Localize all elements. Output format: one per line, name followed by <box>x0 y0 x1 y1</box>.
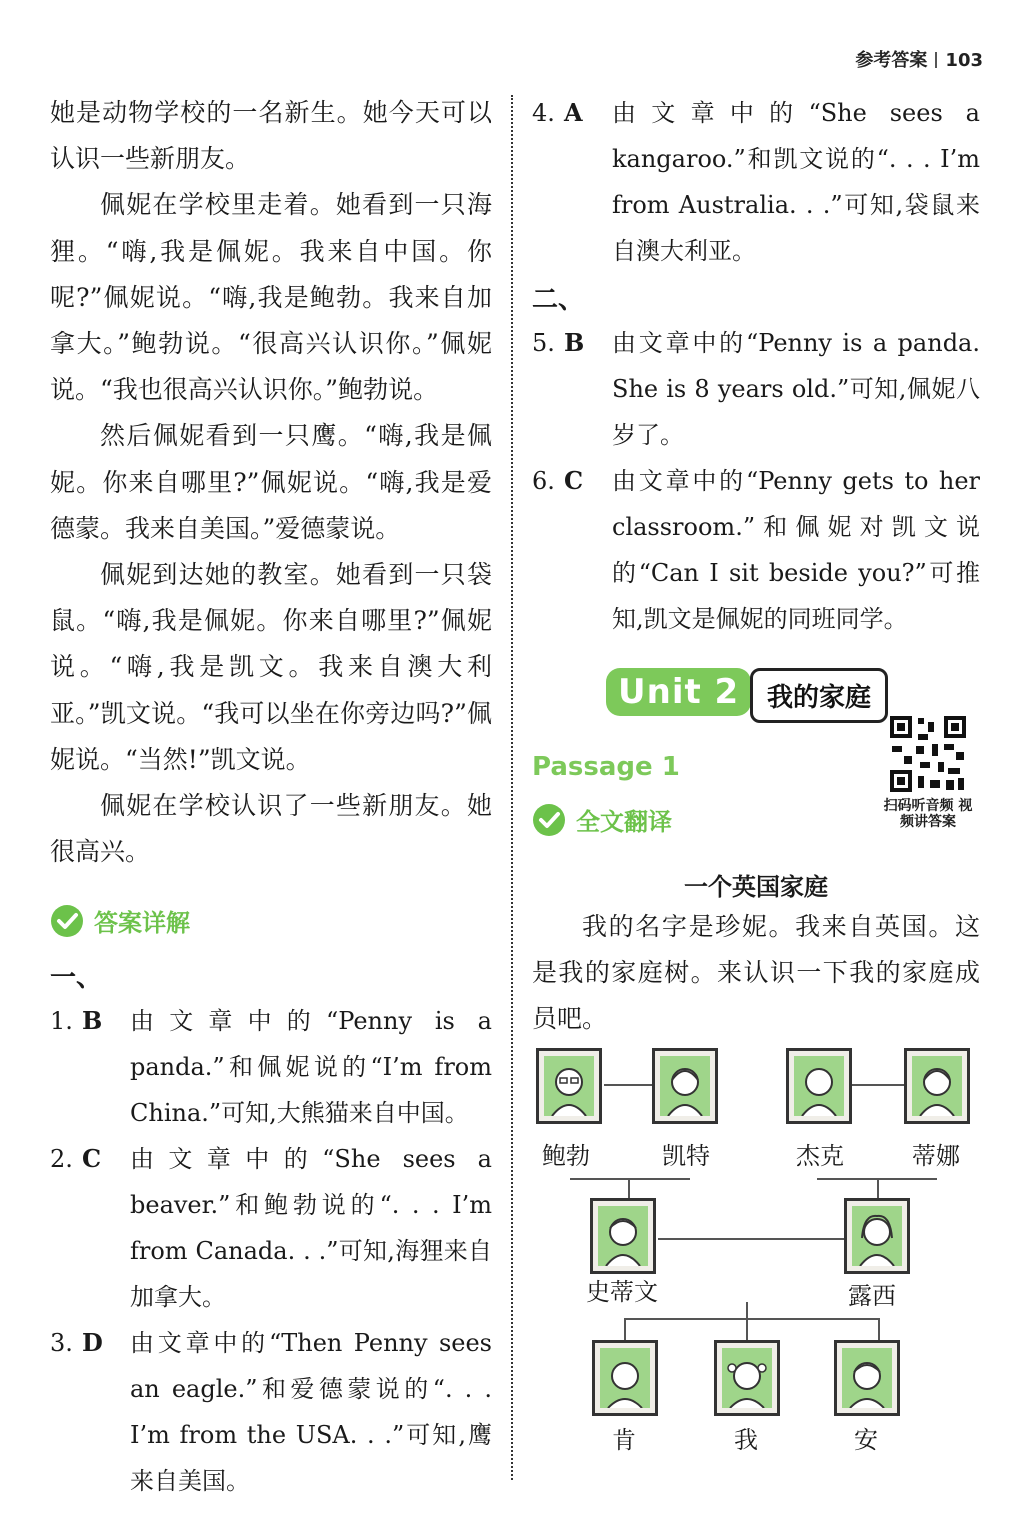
answer-item <box>50 1320 492 1504</box>
passage-title: Passage 1 <box>532 752 680 782</box>
member-me: 我 <box>734 1426 758 1454</box>
translation-section-label: 全文翻译 <box>576 808 672 836</box>
portrait-frame <box>652 1048 718 1124</box>
tree-connector <box>852 1084 906 1086</box>
answer-explanation: 由文章中的“Penny gets to her classroom.”和佩妮对凯文说的“Can I sit beside you?”可推知,凯文是佩妮的同班同学。 <box>612 467 980 633</box>
right-column <box>532 90 980 1043</box>
translation-paragraph: 佩妮到达她的教室。她看到一只袋鼠。“嗨,我是佩妮。你来自哪里?”佩妮说。“嗨,我是凯文。我来自澳大利亚。”凯文说。“我可以坐在你旁边吗?”佩妮说。“当然!”凯文说。 <box>50 560 492 774</box>
part-one-heading: 一、 <box>50 963 103 994</box>
tree-connector <box>746 1302 748 1340</box>
unit-badge: Unit 2 <box>606 668 751 716</box>
member-lucy: 露西 <box>848 1282 896 1310</box>
header-section: 参考答案 <box>855 50 928 71</box>
member-steven: 史蒂文 <box>586 1278 658 1306</box>
answer-letter: B <box>564 328 585 357</box>
answer-number: 1. <box>50 1007 73 1036</box>
mother-lucy-icon <box>852 1206 902 1266</box>
answer-item <box>532 320 980 458</box>
answer-explanation: 由文章中的“Penny is a panda. She is 8 years old.”可知,佩妮八岁了。 <box>612 329 980 449</box>
grandpa-jack-icon <box>794 1056 844 1116</box>
left-column <box>50 90 492 1504</box>
child-ken-icon <box>600 1348 650 1408</box>
member-jack: 杰克 <box>796 1142 844 1170</box>
qr-code-block[interactable] <box>878 714 978 830</box>
qr-caption: 扫码听音频 视频讲答案 <box>883 798 973 830</box>
portrait-frame <box>844 1198 910 1274</box>
answer-letter: D <box>82 1328 103 1358</box>
translation-paragraph: 她是动物学校的一名新生。她今天可以认识一些新朋友。 <box>50 98 492 174</box>
member-ann: 安 <box>854 1426 878 1454</box>
answer-number: 6. <box>532 467 555 495</box>
answer-item <box>532 90 980 274</box>
member-ken: 肯 <box>612 1426 636 1454</box>
member-bob: 鲍勃 <box>542 1142 590 1170</box>
answer-explanation: 由文章中的“She sees a kangaroo.”和凯文说的“. . . I’m from Australia. . .”可知,袋鼠来自澳大利亚。 <box>612 99 980 265</box>
tree-connector <box>628 1178 630 1198</box>
answer-letter: C <box>564 466 584 495</box>
answer-item <box>532 458 980 642</box>
story-title: 一个英国家庭 <box>684 872 828 901</box>
answer-letter: B <box>82 1006 103 1036</box>
answer-explanation: 由文章中的“Penny is a panda.”和佩妮说的“I’m from China.”可知,大熊猫来自中国。 <box>130 1007 492 1128</box>
portrait-frame <box>590 1198 656 1274</box>
father-steven-icon <box>598 1206 648 1266</box>
column-divider <box>511 95 513 1480</box>
tree-connector <box>624 1318 880 1320</box>
portrait-frame <box>904 1048 970 1124</box>
tree-connector <box>570 1178 690 1180</box>
tree-connector <box>878 1318 880 1340</box>
portrait-frame <box>714 1340 780 1416</box>
page-number: 103 <box>945 50 983 71</box>
tree-connector <box>604 1084 654 1086</box>
check-circle-icon <box>532 803 566 837</box>
portrait-frame <box>786 1048 852 1124</box>
member-tina: 蒂娜 <box>912 1142 960 1170</box>
answer-letter: A <box>564 98 583 127</box>
check-circle-icon <box>50 904 84 938</box>
answer-number: 2. <box>50 1145 73 1174</box>
page-header <box>855 46 983 72</box>
translation-paragraph: 然后佩妮看到一只鹰。“嗨,我是佩妮。你来自哪里?”佩妮说。“嗨,我是爱德蒙。我来自美国。”爱德蒙说。 <box>50 421 492 543</box>
child-ann-icon <box>842 1348 892 1408</box>
member-kate: 凯特 <box>662 1142 710 1170</box>
answer-number: 3. <box>50 1329 73 1358</box>
tree-connector <box>658 1238 844 1240</box>
answer-number: 4. <box>532 99 555 127</box>
portrait-frame <box>834 1340 900 1416</box>
child-me-icon <box>722 1348 772 1408</box>
tree-connector <box>877 1178 879 1198</box>
portrait-frame <box>592 1340 658 1416</box>
answers-section-title <box>50 903 492 938</box>
answer-explanation: 由文章中的“She sees a beaver.”和鲍勃说的“. . . I’m from Canada. . .”可知,海狸来自加拿大。 <box>130 1145 492 1312</box>
grandma-tina-icon <box>912 1056 962 1116</box>
tree-connector <box>624 1318 626 1340</box>
answer-number: 5. <box>532 329 555 357</box>
grandma-kate-icon <box>660 1056 710 1116</box>
header-separator <box>935 52 937 68</box>
qr-code-icon[interactable] <box>888 714 968 794</box>
translation-paragraph: 佩妮在学校认识了一些新朋友。她很高兴。 <box>50 791 492 867</box>
portrait-frame <box>536 1048 602 1124</box>
part-two-heading: 二、 <box>532 285 585 315</box>
answers-section-label: 答案详解 <box>94 909 190 938</box>
family-tree <box>532 1040 982 1470</box>
unit-title: 我的家庭 <box>750 668 888 723</box>
story-paragraph: 我的名字是珍妮。我来自英国。这是我的家庭树。来认识一下我的家庭成员吧。 <box>532 912 980 1034</box>
answer-item <box>50 998 492 1136</box>
answer-item <box>50 1136 492 1320</box>
answer-letter: C <box>82 1144 102 1174</box>
grandpa-bob-icon <box>544 1056 594 1116</box>
translation-paragraph: 佩妮在学校里走着。她看到一只海狸。“嗨,我是佩妮。我来自中国。你呢?”佩妮说。“嗨,我是鲍勃。我来自加拿大。”鲍勃说。“很高兴认识你。”佩妮说。“我也很高兴认识你。”鲍勃说。 <box>50 190 492 405</box>
answer-explanation: 由文章中的“Then Penny sees an eagle.”和爱德蒙说的“. . . I’m from the USA. . .”可知,鹰来自美国。 <box>130 1329 492 1496</box>
